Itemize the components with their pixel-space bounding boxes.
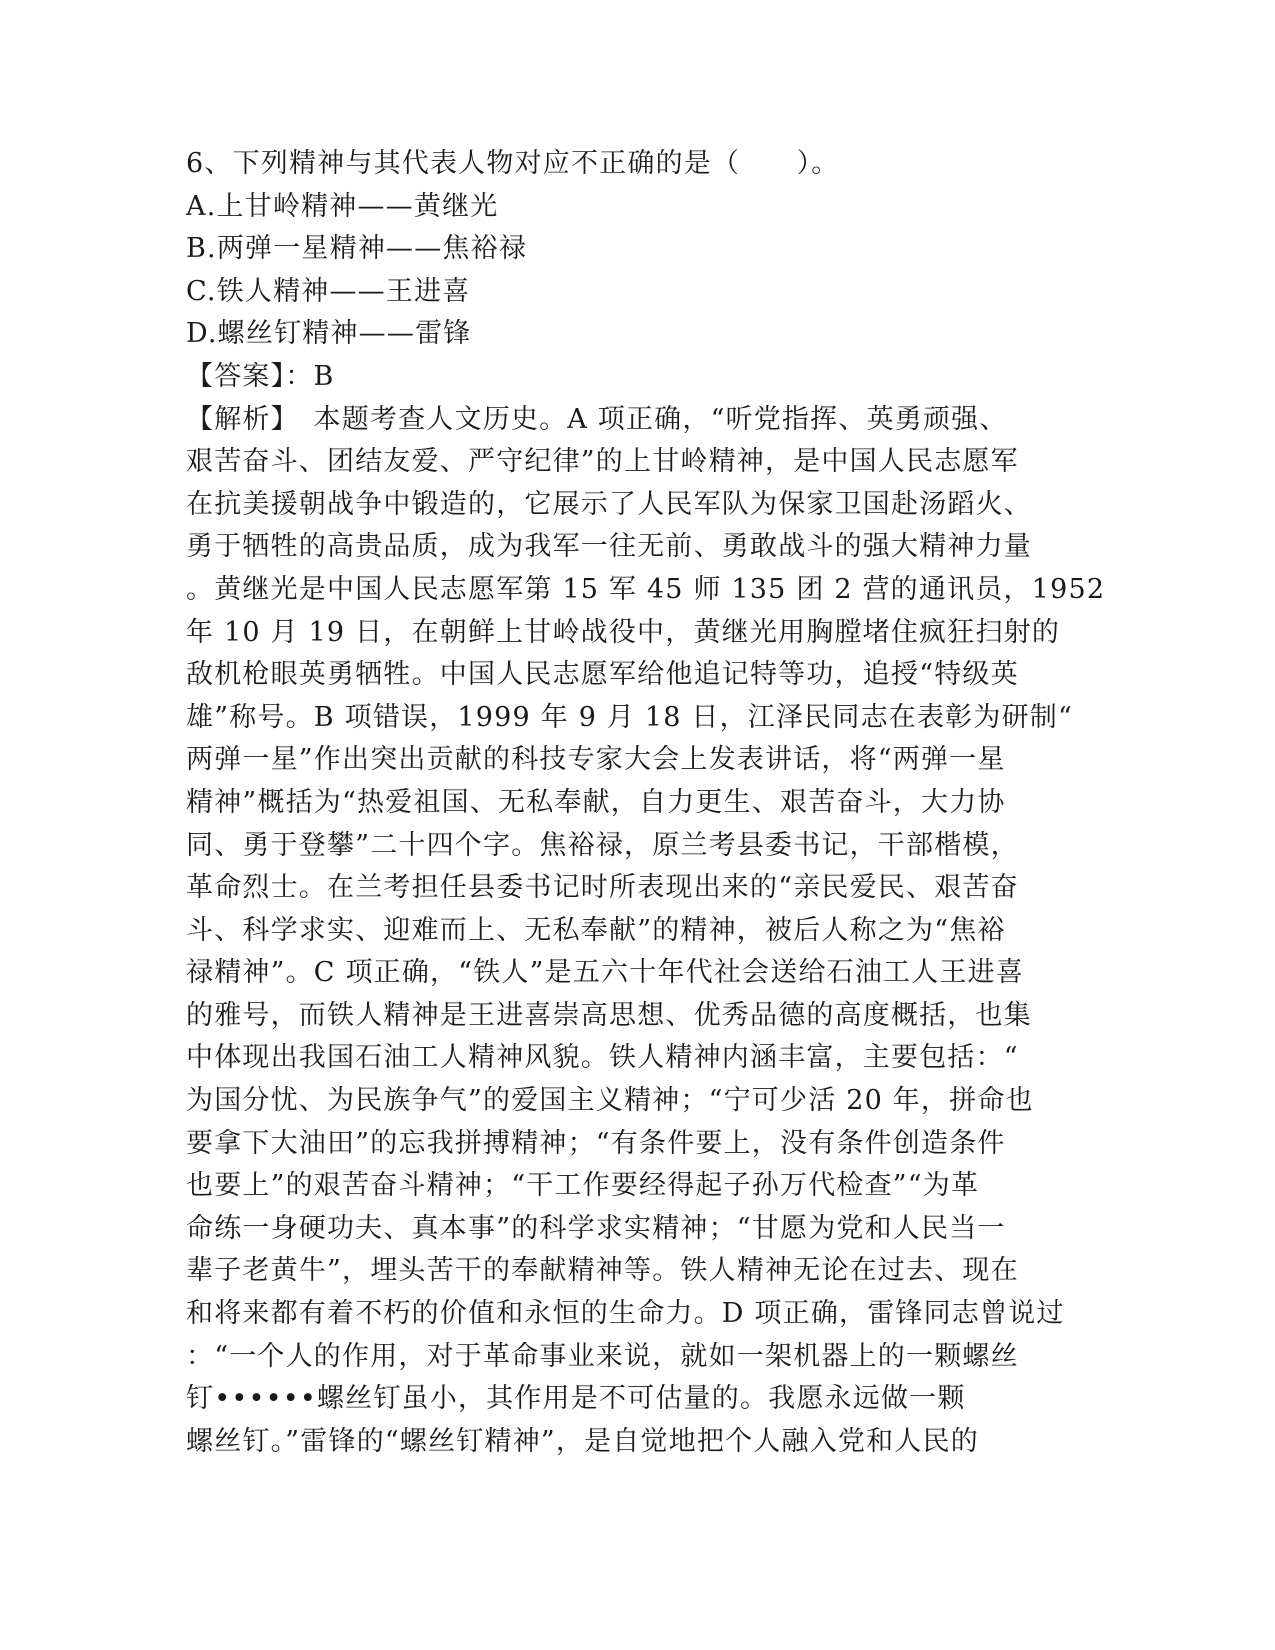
analysis-line: 两弹一星”作出突出贡献的科技专家大会上发表讲话，将“两弹一星 (186, 744, 1006, 776)
analysis-line: 和将来都有着不朽的价值和永恒的生命力。D 项正确，雷锋同志曾说过 (186, 1298, 1065, 1330)
analysis-line: 的雅号，而铁人精神是王进喜崇高思想、优秀品德的高度概括，也集 (186, 999, 1032, 1031)
analysis-line: 在抗美援朝战争中锻造的，它展示了人民军队为保家卫国赴汤蹈火、 (186, 488, 1032, 520)
analysis-line: 辈子老黄牛”，埋头苦干的奉献精神等。铁人精神无论在过去、现在 (186, 1255, 1019, 1287)
analysis-line: 为国分忧、为民族争气”的爱国主义精神；“宁可少活 20 年，拼命也 (186, 1085, 1034, 1117)
analysis-line: 命练一身硬功夫、真本事”的科学求实精神；“甘愿为党和人民当一 (186, 1212, 1006, 1244)
option-a: A.上甘岭精神——黄继光 (186, 190, 499, 222)
analysis-line: 禄精神”。C 项正确，“铁人”是五六十年代社会送给石油工人王进喜 (186, 957, 1025, 989)
analysis-line: 年 10 月 19 日，在朝鲜上甘岭战役中，黄继光用胸膛堵住疯狂扫射的 (186, 616, 1061, 648)
analysis-line: 中体现出我国石油工人精神风貌。铁人精神内涵丰富，主要包括：“ (186, 1042, 1019, 1074)
analysis-line: 敌机枪眼英勇牺牲。中国人民志愿军给他追记特等功，追授“特级英 (186, 659, 1019, 691)
analysis-line: 钉••••••螺丝钉虽小，其作用是不可估量的。我愿永远做一颗 (186, 1383, 966, 1415)
analysis-line: 螺丝钉。”雷锋的“螺丝钉精神”，是自觉地把个人融入党和人民的 (186, 1425, 979, 1457)
analysis-line: 要拿下大油田”的忘我拼搏精神；“有条件要上，没有条件创造条件 (186, 1127, 1006, 1159)
analysis-line: ：“一个人的作用，对于革命事业来说，就如一架机器上的一颗螺丝 (186, 1340, 1019, 1372)
analysis-line: 勇于牺牲的高贵品质，成为我军一往无前、勇敢战斗的强大精神力量 (186, 531, 1032, 563)
analysis-line: 艰苦奋斗、团结友爱、严守纪律”的上甘岭精神，是中国人民志愿军 (186, 446, 1019, 478)
analysis-line: 精神”概括为“热爱祖国、无私奉献，自力更生、艰苦奋斗，大力协 (186, 786, 1006, 818)
analysis-line: 革命烈士。在兰考担任县委书记时所表现出来的“亲民爱民、艰苦奋 (186, 872, 1019, 904)
analysis-line: 也要上”的艰苦奋斗精神；“干工作要经得起子孙万代检查”“为革 (186, 1170, 980, 1202)
analysis-line: 雄”称号。B 项错误，1999 年 9 月 18 日，江泽民同志在表彰为研制“ (186, 701, 1073, 733)
analysis-paragraph (186, 399, 1106, 1464)
option-c: C.铁人精神——王进喜 (186, 275, 471, 307)
option-d: D.螺丝钉精神——雷锋 (186, 318, 472, 350)
analysis-line: 【解析】 本题考查人文历史。A 项正确，“听党指挥、英勇顽强、 (186, 403, 1008, 435)
analysis-line: 同、勇于登攀”二十四个字。焦裕禄，原兰考县委书记，干部楷模， (186, 829, 1019, 861)
answer-line: 【答案】：B (186, 360, 335, 392)
analysis-line: 斗、科学求实、迎难而上、无私奉献”的精神，被后人称之为“焦裕 (186, 914, 1006, 946)
question-block (186, 143, 1106, 1463)
question-stem: 6、下列精神与其代表人物对应不正确的是（ ）。 (186, 148, 840, 179)
analysis-line: 。黄继光是中国人民志愿军第 15 军 45 师 135 团 2 营的通讯员，1952 (186, 573, 1106, 605)
option-b: B.两弹一星精神——焦裕禄 (186, 233, 528, 265)
